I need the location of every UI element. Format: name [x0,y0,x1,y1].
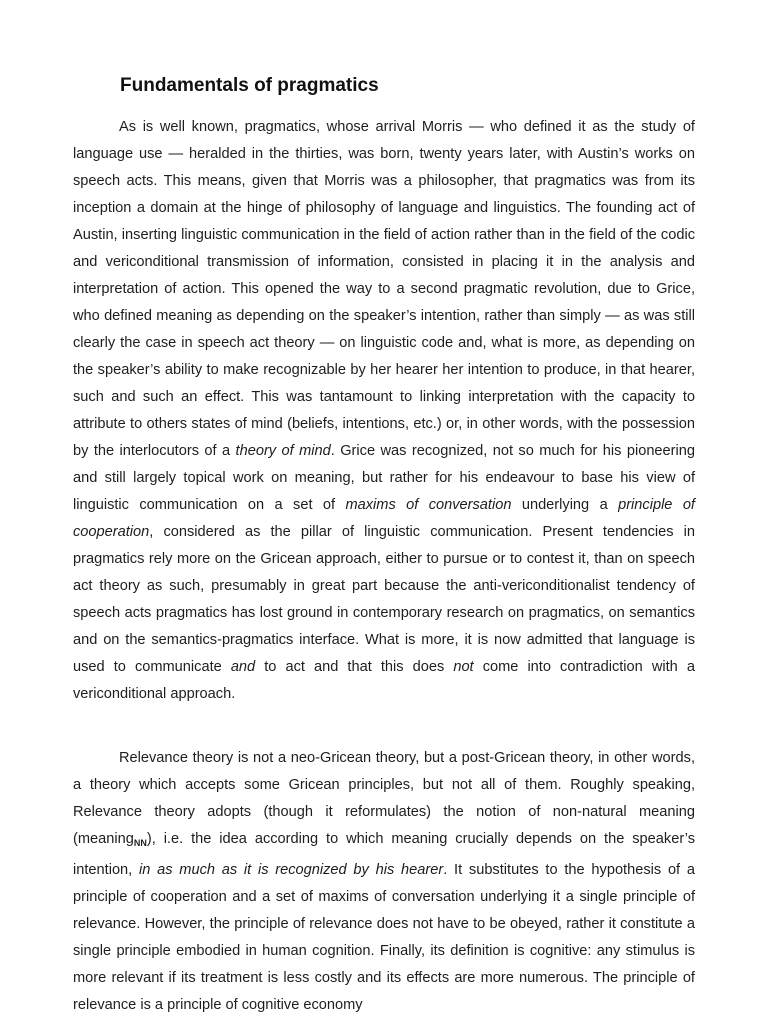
emphasis-run: and [230,659,256,675]
text-run: come into contradiction with a vericonditional approach. [73,659,695,702]
emphasis-run: in as much as it is recognized by his hearer [139,862,444,878]
emphasis-run: maxims of conversation [345,497,512,513]
text-run: . Grice was recognized, not so much for his pioneering and still largely topical work on meaning, but rather for his endeavour to base his view of linguistic communication on a set of [73,443,695,513]
text-run: to act and that this does [255,659,454,675]
text-run: ), i.e. the idea according to which meaning crucially depends on the speaker’s intention, [73,831,695,878]
subscript-nn: NN [133,838,147,848]
text-run: , considered as the pillar of linguistic communication. Present tendencies in pragmatics rely more on the Gricean approach, either to pursue or to contest it, than on speech act theory as such, presumably in great part because the anti-vericonditionalist tendency of speech acts pragmatics has lost ground in contemporary research on pragmatics, on semantics and on the semantics-pragmatics interface. What is more, it is now admitted that language is used to communicate [73,524,695,675]
paragraph-1 [73,114,695,708]
emphasis-run: not [453,659,474,675]
text-run: As is well known, pragmatics, whose arrival Morris — who defined it as the study of language use — heralded in the thirties, was born, twenty years later, with Austin’s works on speech acts. This means, given that Morris was a philosopher, that pragmatics was from its inception a domain at the hinge of philosophy of language and linguistics. The founding act of Austin, inserting linguistic communication in the field of action rather than in the field of the codic and vericonditional transmission of information, consisted in placing it in the analysis and interpretation of action. This opened the way to a second pragmatic revolution, due to Grice, who defined meaning as depending on the speaker’s intention, rather than simply — as was still clearly the case in speech act theory — on linguistic code and, what is more, as depending on the speaker’s ability to make recognizable by her hearer her intention to produce, in that hearer, such and such an effect. This was tantamount to linking interpretation with the capacity to attribute to others states of mind (beliefs, intentions, etc.) or, in other words, with the possession by the interlocutors of a [73,119,695,459]
text-run: underlying a [511,497,619,513]
page-title: Fundamentals of pragmatics [120,75,379,96]
emphasis-run: theory of mind [235,443,331,459]
paragraph-2 [73,745,695,1019]
emphasis-run: principle of cooperation [73,497,695,540]
text-run: . It substitutes to the hypothesis of a principle of cooperation and a set of maxims of conversation underlying it a single principle of relevance. However, the principle of relevance does not have to be obeyed, rather it constitute a single principle embodied in human cognition. Finally, its definition is cognitive: any stimulus is more relevant if its treatment is less costly and its effects are more numerous. The principle of relevance is a principle of cognitive economy [73,862,695,1013]
text-run: Relevance theory is not a neo-Gricean theory, but a post-Gricean theory, in other words, a theory which accepts some Gricean principles, but not all of them. Roughly speaking, Relevance theory adopts (though it reformulates) the notion of non-natural meaning (meaning [73,750,695,847]
